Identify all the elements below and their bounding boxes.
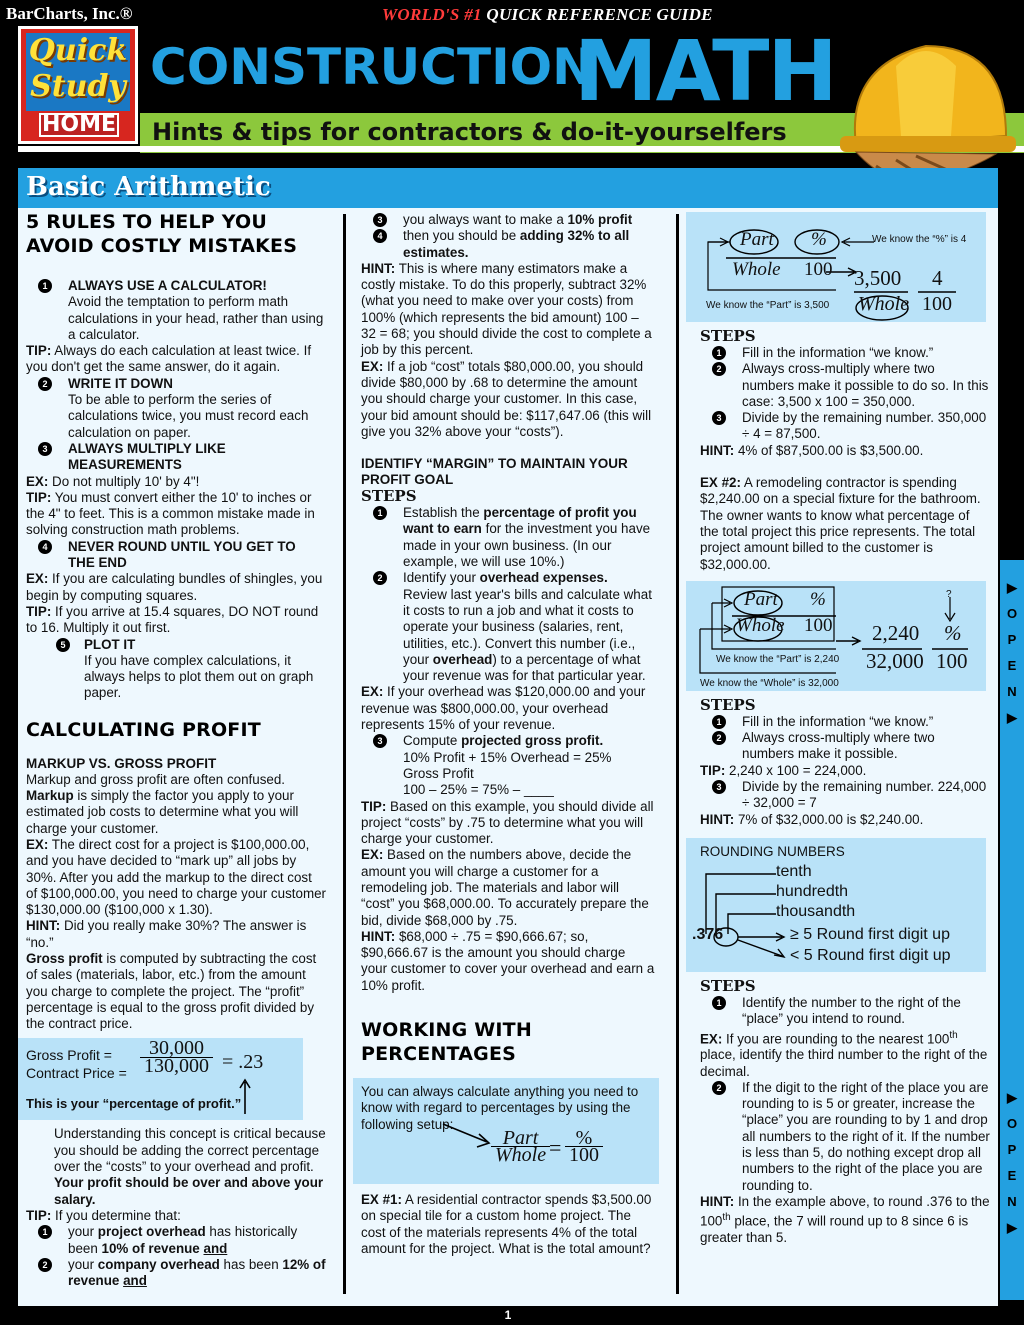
setup-fraction-left <box>491 1127 550 1167</box>
bold-text: percentage of profit you want to earn <box>403 505 637 537</box>
tab-letter: N <box>1007 1194 1017 1209</box>
tab-letter: P <box>1007 1142 1017 1157</box>
label: TIP: <box>361 798 387 814</box>
bold-text: adding 32% to all estimates. <box>403 228 630 260</box>
page-number: 1 <box>18 1306 998 1325</box>
rule-4: 4 NEVER ROUND UNTIL YOU GET TO THE END <box>26 539 326 572</box>
step-2: 2 Always cross-multiply where two numbers make it possible. <box>700 730 990 763</box>
tip-text: 2,240 x 100 = 224,000. <box>725 762 867 778</box>
text: Divide by the remaining number. 350,000 ÷ 4 = 87,500. <box>742 410 987 442</box>
formula-label: Contract Price = <box>26 1065 127 1082</box>
logo-inner <box>26 33 130 111</box>
hint-text: 7% of $32,000.00 is $2,240.00. <box>734 811 924 827</box>
calc-line: Gross Profit <box>403 765 474 781</box>
step-2: 2 Identify your overhead expenses. Review last year's bills and calculate what it costs to run a job and what it costs to operate your business (salaries, rent, utilities, etc.). Convert this number (i.e., your overhead) to a percentage of what your revenue was for that particular year. <box>361 570 655 684</box>
hundred-value: 100 <box>936 648 968 673</box>
text: Establish the <box>403 505 484 521</box>
unknown-whole: Whole <box>858 293 910 315</box>
example <box>26 571 326 604</box>
text: Always cross-multiply where two numbers make it possible. <box>742 730 935 762</box>
round-up-rule: ≥ 5 Round first digit up <box>790 925 950 943</box>
rule-body: To be able to perform the series of calculations twice, you must record each calculation on paper. <box>68 392 309 440</box>
example-text: If your overhead was $120,000.00 and your revenue was $800,000.00, your overhead represents 15% of your revenue. <box>361 684 646 733</box>
known-whole-label: We know the “Whole” is 32,000 <box>700 677 839 689</box>
round-down-rule: < 5 Round first digit up <box>790 946 951 964</box>
rules-heading: 5 RULES TO HELP YOU AVOID COSTLY MISTAKES <box>26 211 298 257</box>
step-1: 1 Establish the percentage of profit you want to earn for the investment you have made in your own business. (In our example, we will use 10%.) <box>361 505 655 570</box>
profit-formula-box <box>18 1038 303 1120</box>
text: your <box>68 1256 98 1272</box>
setup-fraction-right <box>565 1127 603 1167</box>
example <box>361 847 655 928</box>
text: If the digit to the right of the place you are rounding to is 5 or greater, increase the “place” you are rounding to by 1 and drop all numbers to the right of it. If the number is less than 5, do nothing except drop all numbers to the right of the place you are rounding to. <box>742 1079 990 1193</box>
label: HINT: <box>700 811 735 827</box>
numerator: % <box>565 1130 603 1147</box>
label: EX #1: <box>361 1192 402 1208</box>
tip-item-4: 4 then you should be adding 32% to all estimates. <box>361 228 655 261</box>
example <box>700 475 990 573</box>
bold-text: overhead <box>432 651 493 667</box>
part-label: Part <box>740 229 774 250</box>
rule-body: If you have complex calculations, it always helps to plot them out on graph paper. <box>84 652 314 701</box>
hint <box>700 812 990 828</box>
superscript: th <box>722 1212 731 1224</box>
calc-line: 100 – 25% = 75% – ____ <box>403 782 554 798</box>
text: is computed by subtracting the cost of sales (materials, labor, etc.) from the amount you charge to complete the project. The “profit” percentage is equal to the gross profit divided by the contract price. <box>26 950 317 1032</box>
unknown-percent: % <box>944 620 962 645</box>
label: EX: <box>361 684 384 700</box>
part-label: Part <box>744 588 778 610</box>
known-part-label: We know the “Part” is 2,240 <box>716 653 840 665</box>
example-text: Do not multiply 10' by 4"! <box>48 473 200 489</box>
label: EX: <box>700 1031 723 1046</box>
text: Compute <box>403 733 462 749</box>
step-3: 3 Compute projected gross profit. <box>361 733 655 749</box>
equals-sign: = <box>549 1135 562 1161</box>
thousandth-label: thousandth <box>776 902 856 920</box>
known-percent-label: We know the “%” is 4 <box>872 234 967 245</box>
side-tab-label-bottom <box>1004 1085 1020 1241</box>
numerator: 30,000 <box>140 1040 213 1057</box>
label: TIP: <box>26 1207 52 1223</box>
paragraph: Markup and gross profit are often confused. <box>26 771 286 787</box>
formula-fraction <box>140 1037 213 1077</box>
formula-label: Gross Profit = <box>26 1047 112 1064</box>
arrow-right-icon: ▶ <box>1007 1220 1017 1235</box>
text: is simply the factor you apply to your estimated job costs to determine what you will charge your customer. <box>26 788 299 836</box>
text: Always cross-multiply where two numbers make it possible to do so. In this case: 3,500 x 100 = 350,000. <box>742 361 989 409</box>
text: your <box>68 1224 98 1240</box>
rule-title: ALWAYS USE A CALCULATOR! <box>68 278 267 293</box>
bold-text: 10% of revenue <box>101 1240 200 1256</box>
text: Understanding this concept is critical because you should be adding the correct percentage over the “costs” to your overhead and profit. <box>54 1126 326 1175</box>
and-text: and <box>203 1240 228 1256</box>
text: Identify your <box>403 570 480 586</box>
tagline-prefix: WORLD'S #1 <box>382 5 487 24</box>
percentage-diagram-1 <box>686 212 986 322</box>
label: EX: <box>361 847 384 863</box>
hundred-value: 100 <box>922 293 952 315</box>
formula-result: = .23 <box>222 1051 264 1074</box>
known-part-label: We know the “Part” is 3,500 <box>706 300 830 311</box>
tenth-label: tenth <box>776 862 812 880</box>
tip-item-1: 1 your project overhead has historically been 10% of revenue and <box>26 1224 326 1257</box>
rule-2: 2 WRITE IT DOWN <box>26 376 326 392</box>
rounding-heading: ROUNDING NUMBERS <box>700 843 845 859</box>
percent-label: % <box>810 588 826 610</box>
percent-label: % <box>811 229 827 250</box>
tip-text: Always do each calculation at least twice. If you don't get the same answer, do it again. <box>26 343 312 375</box>
term: Gross profit <box>26 950 103 966</box>
label: HINT: <box>700 1193 735 1209</box>
tab-letter: E <box>1007 658 1017 673</box>
label: TIP: <box>26 603 52 619</box>
text: Review last year's bills and calculate what it costs to run a job and what it costs to operate your business (salaries, rent, utilities, etc.). Convert this number (i.e., your <box>403 586 652 667</box>
hint <box>700 1194 990 1246</box>
denominator: 130,000 <box>144 1054 209 1077</box>
title-math: MATH <box>574 22 836 120</box>
example-text: If you are rounding to the nearest 100 <box>722 1031 950 1046</box>
rule-title: PLOT IT <box>84 636 136 652</box>
example-text: A residential contractor spends $3,500.00 on special tile for a custom home project. The cost of the materials represents 4% of the total amount for the project. What is the total amount? <box>361 1192 652 1256</box>
tip-item-2: 2 your company overhead has been 12% of revenue and <box>26 1257 326 1290</box>
tip-text: If you arrive at 15.4 squares, DO NOT round to 16. Multiply it out first. <box>26 603 319 636</box>
tab-letter: O <box>1006 606 1018 621</box>
text: you always want to make a <box>403 212 568 227</box>
bold-text: company overhead <box>97 1256 220 1272</box>
rule-3: 3 ALWAYS MULTIPLY LIKE MEASUREMENTS <box>26 441 326 474</box>
arrow-right-icon: ▶ <box>1007 710 1017 725</box>
box-text: You can always calculate anything you need to know with regard to percentages by using the following setup: <box>361 1084 639 1132</box>
column-divider <box>676 214 679 1294</box>
tip-text: You must convert either the 10' to inches or the 4" to feet. This is a common mistake made in solving construction math problems. <box>26 489 315 538</box>
step-1: 1 Fill in the information “we know.” <box>700 714 990 730</box>
rule-body: Avoid the temptation to perform math calculations in your head, rather than using a calculator. <box>68 294 324 342</box>
hint <box>361 261 655 359</box>
text: then you should be <box>403 228 520 244</box>
hint <box>26 918 326 951</box>
label: TIP: <box>26 489 52 505</box>
percentages-heading: WORKING WITH PERCENTAGES <box>361 1019 532 1066</box>
example-text: place, identify the third number to the right of the decimal. <box>700 1047 988 1079</box>
bold-text: overhead expenses. <box>479 570 608 586</box>
hint-text: 4% of $87,500.00 is $3,500.00. <box>734 442 924 458</box>
markup-heading: MARKUP VS. GROSS PROFIT <box>26 755 217 771</box>
text: Fill in the information “we know.” <box>742 713 934 729</box>
label: EX: <box>26 473 49 489</box>
column-1 <box>26 210 326 1289</box>
steps-heading: STEPS <box>361 487 417 506</box>
bold-text: 10% profit <box>567 212 633 227</box>
text: has historically been <box>68 1224 298 1256</box>
tab-letter: O <box>1006 1116 1018 1131</box>
cross-multiply-arrows <box>686 581 986 691</box>
whole-label: Whole <box>732 259 781 280</box>
formula-caption: This is your “percentage of profit.” <box>26 1096 242 1112</box>
example-text: Based on the numbers above, decide the amount you will charge a customer for a remodeling job. The materials and labor will “cost” you $68,000.00. To accurately prepare the bid, divide $68,000 by .75. <box>361 847 649 928</box>
rounding-diagram <box>686 838 986 972</box>
and-text: and <box>123 1273 147 1289</box>
known-whole-value: 32,000 <box>866 648 924 673</box>
title-construction: CONSTRUCTION <box>150 38 595 96</box>
paragraph <box>26 1126 326 1207</box>
profit-heading: CALCULATING PROFIT <box>26 718 261 741</box>
text: Divide by the remaining number. 224,000 ÷ 32,000 = 7 <box>742 779 987 811</box>
example-text: The direct cost for a project is $100,000.00, and you have decided to “mark up” all jobs by 30%. After you add the markup to the direct cost of $100,000.00, you need to charge your customer $130,000.00 ($100,000 x 1.30). <box>26 836 327 918</box>
tab-letter: P <box>1007 632 1017 647</box>
step-2: 2 If the digit to the right of the place you are rounding to is 5 or greater, increase the “place” you are rounding to by 1 and drop all numbers to the right of it. If the number is less than 5, do nothing except drop all numbers to the right of the place you are rounding to. <box>700 1080 990 1194</box>
logo-text: Quick Study <box>28 33 128 104</box>
example <box>361 684 655 733</box>
denominator: Whole <box>495 1144 547 1167</box>
section-title: Basic Arithmetic <box>26 172 271 202</box>
example <box>26 837 326 918</box>
label: HINT: <box>700 442 735 458</box>
rule-5: 5 PLOT IT <box>26 637 326 653</box>
tip-text: If you determine that: <box>51 1207 181 1223</box>
hint-text: In the example above, to round .376 to the 100 <box>700 1193 990 1229</box>
example <box>361 1192 655 1257</box>
rule-title: NEVER ROUND UNTIL YOU GET TO THE END <box>68 538 296 571</box>
text: has been <box>219 1256 283 1272</box>
hint-text: place, the 7 will round up to 8 since 6 is greater than 5. <box>700 1213 969 1246</box>
hint-text: Did you really make 30%? The answer is “no.” <box>26 918 307 950</box>
label: HINT: <box>26 918 61 934</box>
bold-text: projected gross profit. <box>461 733 604 749</box>
hint-text: This is where many estimators make a costly mistake. To do this properly, subtract 32% (what you need to make over your costs) from 100% (which represents the bid amount) 100 – 32 = 68; you should divide the cost to complete a job by this percent. <box>361 260 652 358</box>
step-1: 1 Identify the number to the right of the “place” you intend to round. <box>700 995 990 1028</box>
hundred-label: 100 <box>804 259 833 280</box>
steps-heading: STEPS <box>700 695 756 714</box>
steps-heading: STEPS <box>700 976 756 995</box>
hundredth-label: hundredth <box>776 882 849 900</box>
known-part-value: 2,240 <box>872 620 920 645</box>
rule-1: 1 ALWAYS USE A CALCULATOR! <box>26 278 326 294</box>
quick-study-logo <box>18 26 138 144</box>
calc-line: 10% Profit + 15% Overhead = 25% <box>403 749 612 765</box>
bold-text: project overhead <box>97 1224 206 1240</box>
example-text: If you are calculating bundles of shingles, you begin by computing squares. <box>26 571 323 603</box>
column-2 <box>361 212 655 1257</box>
paragraph <box>26 788 326 837</box>
percentage-diagram-2 <box>686 581 986 691</box>
percentage-setup-box <box>353 1078 659 1184</box>
rule-title: ALWAYS MULTIPLY LIKE MEASUREMENTS <box>68 440 226 473</box>
superscript: th <box>949 1029 958 1041</box>
hint-text: $68,000 ÷ .75 = $90,666.67; so, $90,666.67 is the amount you should charge your customer to cover your overhead and earn a 10% profit. <box>361 928 655 993</box>
numerator: Part <box>491 1130 550 1147</box>
example <box>700 1028 990 1080</box>
label: TIP: <box>26 343 52 359</box>
tab-letter: N <box>1007 684 1017 699</box>
arrow-right-icon: ▶ <box>1007 1090 1017 1105</box>
bold-text: 12% of revenue <box>68 1256 326 1289</box>
label: EX #2: <box>700 475 741 491</box>
known-percent-value: 4 <box>932 266 943 290</box>
step-2: 2 Always cross-multiply where two numbers make it possible to do so. In this case: 3,500 x 100 = 350,000. <box>700 361 990 410</box>
arrow-up-icon <box>238 1078 252 1114</box>
steps-heading: STEPS <box>700 327 756 345</box>
rounding-number: .376 <box>692 925 724 943</box>
rule-title: WRITE IT DOWN <box>68 375 173 391</box>
column-3 <box>692 212 990 1246</box>
column-divider <box>343 214 346 1294</box>
unknown-marker: ? <box>946 588 952 600</box>
subtitle: Hints & tips for contractors & do-it-yourselfers <box>152 118 787 146</box>
example <box>361 359 655 440</box>
tip-item-3: 3 you always want to make a 10% profit <box>361 212 655 228</box>
example <box>26 474 326 490</box>
label: HINT: <box>361 260 396 276</box>
denominator: 100 <box>569 1144 599 1167</box>
label: EX: <box>26 571 49 587</box>
text: for the investment you have made in your own business. (In our example, we will use 10%.) <box>403 521 651 570</box>
step-3: 3 Divide by the remaining number. 224,000 ÷ 32,000 = 7 <box>700 779 990 812</box>
known-part-value: 3,500 <box>854 266 902 290</box>
arrow-right-icon: ▶ <box>1007 580 1017 595</box>
label: HINT: <box>361 928 396 944</box>
hint <box>361 929 655 994</box>
tip <box>26 1208 326 1224</box>
label: TIP: <box>700 762 726 778</box>
hundred-label: 100 <box>804 614 833 636</box>
step-3: 3 Divide by the remaining number. 350,000 ÷ 4 = 87,500. <box>700 410 990 443</box>
logo-home-label: HOME <box>39 113 119 137</box>
label: EX: <box>26 836 49 852</box>
brand-name: BarCharts, Inc.® <box>6 4 133 23</box>
arrow-right-icon <box>441 1120 493 1150</box>
text: ) to a percentage of what your revenue was for that particular year. <box>403 651 646 684</box>
example-text: A remodeling contractor is spending $2,240.00 on a special fixture for the bathroom. The owner wants to know what percentage of the total project this price represents. The total project amount billed to the customer is $32,000.00. <box>700 475 981 572</box>
text: Identify the number to the right of the “place” you intend to round. <box>742 994 961 1027</box>
term: Markup <box>26 788 74 804</box>
margin-heading: IDENTIFY “MARGIN” TO MAINTAIN YOUR PROFIT GOAL <box>361 456 628 488</box>
bold-text: Your profit should be over and above your salary. <box>54 1175 324 1207</box>
tip <box>26 490 326 539</box>
tip-text: Based on this example, you should divide all project “costs” by .75 to determine what you will charge your customer. <box>361 798 654 847</box>
tab-letter: E <box>1007 1168 1017 1183</box>
tip <box>26 343 326 376</box>
label: EX: <box>361 358 384 374</box>
example-text: If a job “cost” totals $80,000.00, you should divide $80,000 by .68 to determine the amount you should charge your customer. In this case, your bid amount should be: $117,647.06 (this will give you 32% above your “costs”). <box>361 358 652 439</box>
text: Fill in the information “we know.” <box>742 345 934 360</box>
step-1: 1 Fill in the information “we know.” <box>700 345 990 361</box>
tagline-main: QUICK REFERENCE GUIDE <box>486 5 713 24</box>
hint <box>700 443 990 459</box>
whole-label: Whole <box>736 614 785 636</box>
paragraph <box>26 951 326 1032</box>
side-tab-label-top <box>1004 575 1020 731</box>
tip <box>361 799 655 848</box>
tip <box>700 763 990 779</box>
tip <box>26 604 326 637</box>
